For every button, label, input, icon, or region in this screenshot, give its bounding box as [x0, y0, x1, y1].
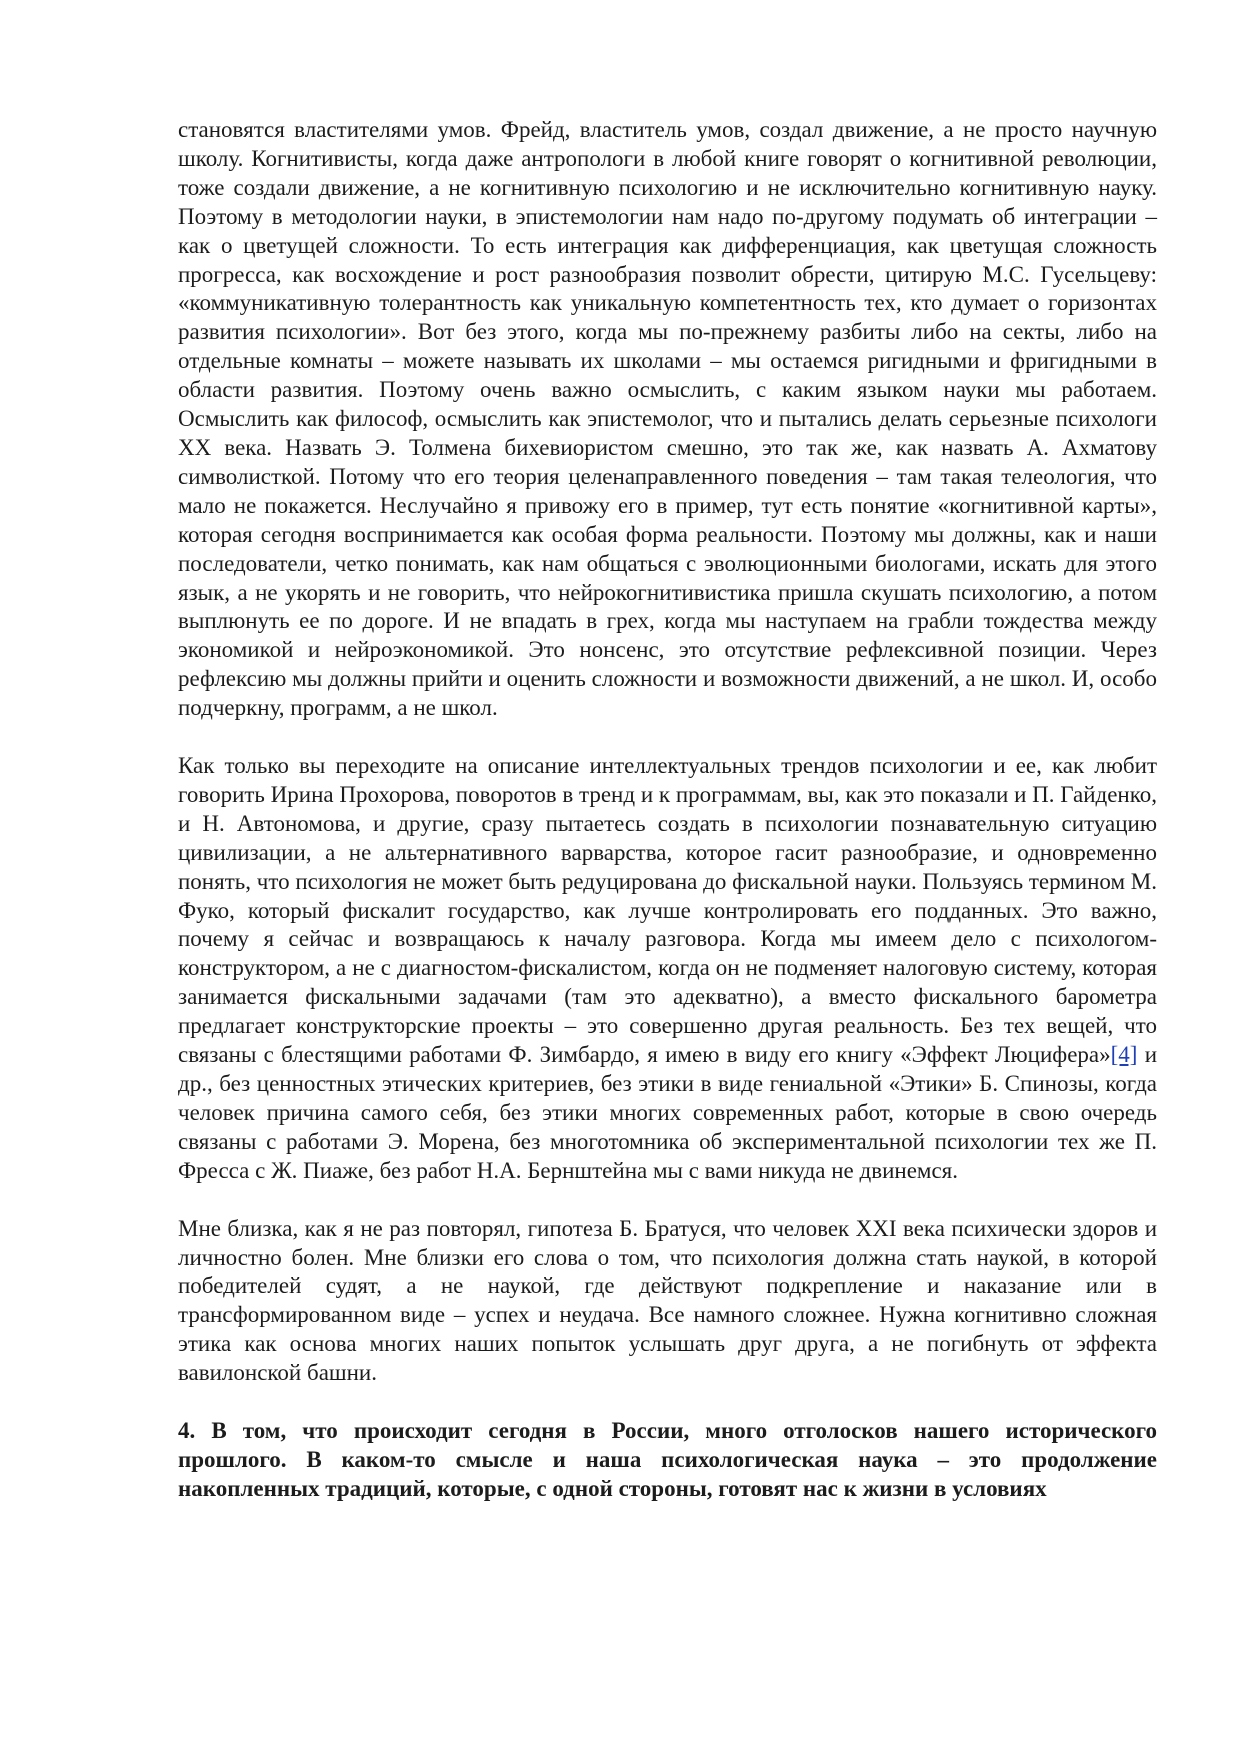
document-page	[178, 116, 1157, 1533]
question-4-heading: 4. В том, что происходит сегодня в России, много отголосков нашего исторического прошлого. В каком-то смысле и наша психологическая наука – это продолжение накопленных традиций, которые, с одной стороны, готовят нас к жизни в условиях	[178, 1418, 1157, 1501]
paragraph-movements-vs-schools: становятся властителями умов. Фрейд, властитель умов, создал движение, а не просто научную школу. Когнитивисты, когда даже антропологи в любой книге говорят о когнитивной революции, тоже создали движение, а не когнитивную психологию и не исключительно когнитивную науку. Поэтому в методологии науки, в эпистемологии нам надо по-другому подумать об интеграции – как о цветущей сложности. То есть интеграция как дифференциация, как цветущая сложность прогресса, как восхождение и рост разнообразия позволит обрести, цитирую М.С. Гусельцеву: «коммуникативную толерантность как уникальную компетентность тех, кто думает о горизонтах развития психологии». Вот без этого, когда мы по-прежнему разбиты либо на секты, либо на отдельные комнаты – можете называть их школами – мы остаемся ригидными и фригидными в области развития. Поэтому очень важно осмыслить, с каким языком науки мы работаем. Осмыслить как философ, осмыслить как эпистемолог, что и пытались делать серьезные психологи XX века. Назвать Э. Толмена бихевиористом смешно, это так же, как назвать А. Ахматову символисткой. Потому что его теория целенаправленного поведения – там такая телеология, что мало не покажется. Неслучайно я привожу его в пример, тут есть понятие «когнитивной карты», которая сегодня воспринимается как особая форма реальности. Поэтому мы должны, как и наши последователи, четко понимать, как нам общаться с эволюционными биологами, искать для этого язык, а не укорять и не говорить, что нейрокогнитивистика пришла скушать психологию, а потом выплюнуть ее по дороге. И не впадать в грех, когда мы наступаем на грабли тождества между экономикой и нейроэкономикой. Это нонсенс, это отсутствие рефлексивной позиции. Через рефлексию мы должны прийти и оценить сложности и возможности движений, а не школ. И, особо подчеркну, программ, а не школ.	[178, 117, 1157, 721]
paragraph-bratus-hypothesis: Мне близка, как я не раз повторял, гипотеза Б. Братуся, что человек XXI века психически здоров и личностно болен. Мне близки его слова о том, что психология должна стать наукой, в которой победителей судят, а не наукой, где действуют подкрепление и наказание или в трансформированном виде – успех и неудача. Все намного сложнее. Нужна когнитивно сложная этика как основа многих наших попыток услышать друг друга, а не погибнуть от эффекта вавилонской башни.	[178, 1215, 1157, 1386]
paragraph-text-after-footnote: и др., без ценностных этических критериев, без этики в виде гениальной «Этики» Б. Спинозы, когда человек причина самого себя, без этики многих современных работ, которые в свою очередь связаны с работами Э. Морена, без многотомника об экспериментальной психологии тех же П. Фресса с Ж. Пиаже, без работ Н.А. Бернштейна мы с вами никуда не двинемся.	[178, 1042, 1157, 1183]
footnote-link-4[interactable]: [4]	[1110, 1042, 1138, 1068]
paragraph-text-before-footnote: Как только вы переходите на описание интеллектуальных трендов психологии и ее, как любит говорить Ирина Прохорова, поворотов в тренд и к программам, вы, как это показали и П. Гайденко, и Н. Автономова, и другие, сразу пытаетесь создать в психологии познавательную ситуацию цивилизации, а не альтернативного варварства, которое гасит разнообразие, и одновременно понять, что психология не может быть редуцирована до фискальной науки. Пользуясь термином М. Фуко, который фискалит государство, как лучше контролировать его подданных. Это важно, почему я сейчас и возвращаюсь к началу разговора. Когда мы имеем дело с психологом-конструктором, а не с диагностом-фискалистом, когда он не подменяет налоговую систему, которая занимается фискальными задачами (там это адекватно), а вместо фискального барометра предлагает конструкторские проекты – это совершенно другая реальность. Без тех вещей, что связаны с блестящими работами Ф. Зимбардо, я имею в виду его книгу «Эффект Люцифера»	[178, 753, 1157, 1068]
paragraph-intellectual-trends	[178, 752, 1157, 1186]
